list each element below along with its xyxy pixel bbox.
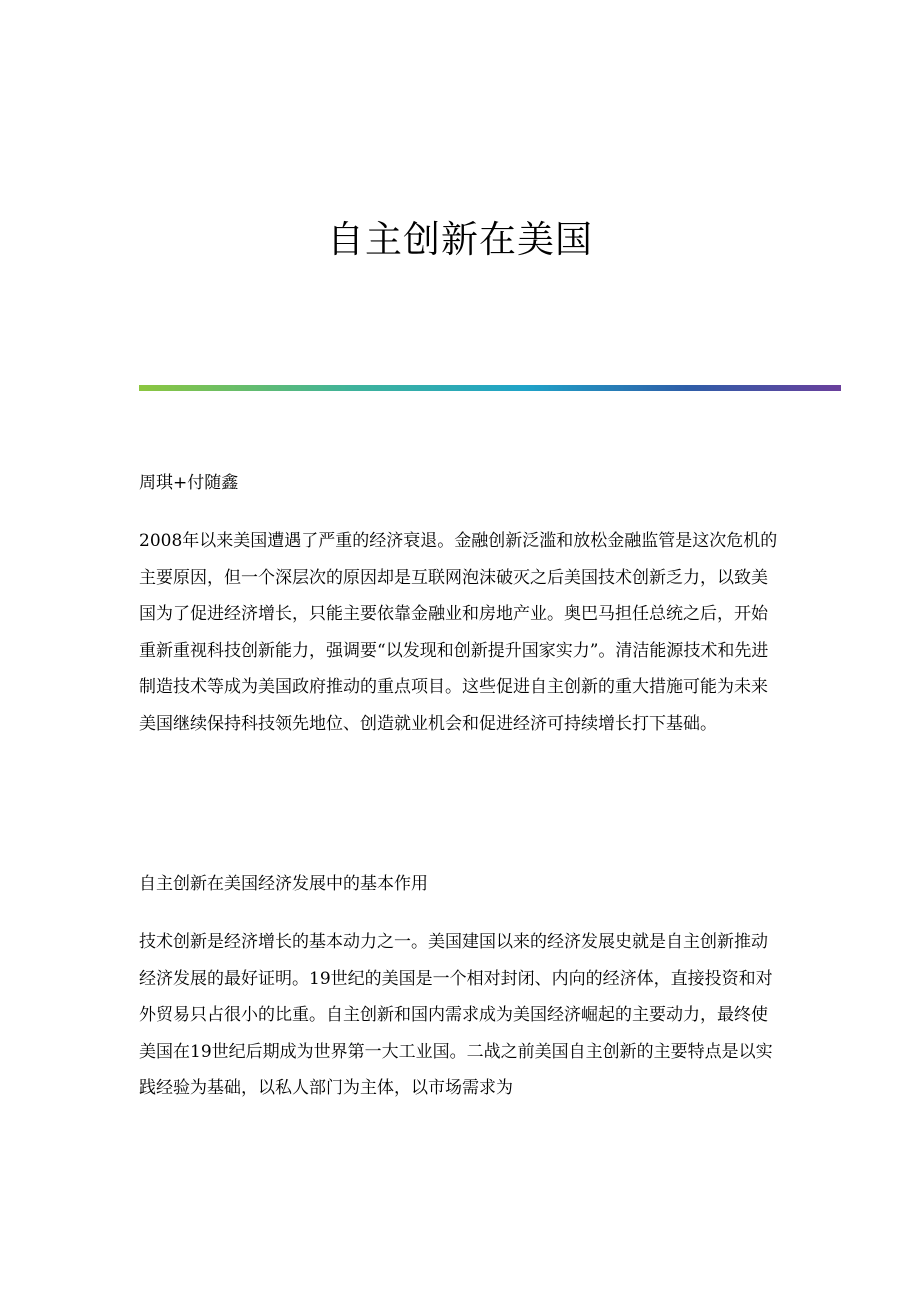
document-title: 自主创新在美国	[327, 218, 593, 261]
body-paragraph: 技术创新是经济增长的基本动力之一。美国建国以来的经济发展史就是自主创新推动经济发展的最好证明。19世纪的美国是一个相对封闭、内向的经济体，直接投资和对外贸易只占很小的比重。自主创新和国内需求成为美国经济崛起的主要动力，最终使美国在19世纪后期成为世界第一大工业国。二战之前美国自主创新的主要特点是以实践经验为基础，以私人部门为主体，以市场需求为	[139, 932, 773, 1098]
title-divider	[139, 385, 841, 391]
author-line: 周琪+付随鑫	[139, 473, 239, 493]
intro-paragraph: 2008年以来美国遭遇了严重的经济衰退。金融创新泛滥和放松金融监管是这次危机的主要原因，但一个深层次的原因却是互联网泡沫破灭之后美国技术创新乏力，以致美国为了促进经济增长，只能主要依靠金融业和房地产业。奥巴马担任总统之后，开始重新重视科技创新能力，强调要“以发现和创新提升国家实力”。清洁能源技术和先进制造技术等成为美国政府推动的重点项目。这些促进自主创新的重大措施可能为未来美国继续保持科技领先地位、创造就业机会和促进经济可持续增长打下基础。	[139, 531, 778, 734]
section-heading: 自主创新在美国经济发展中的基本作用	[139, 874, 428, 894]
